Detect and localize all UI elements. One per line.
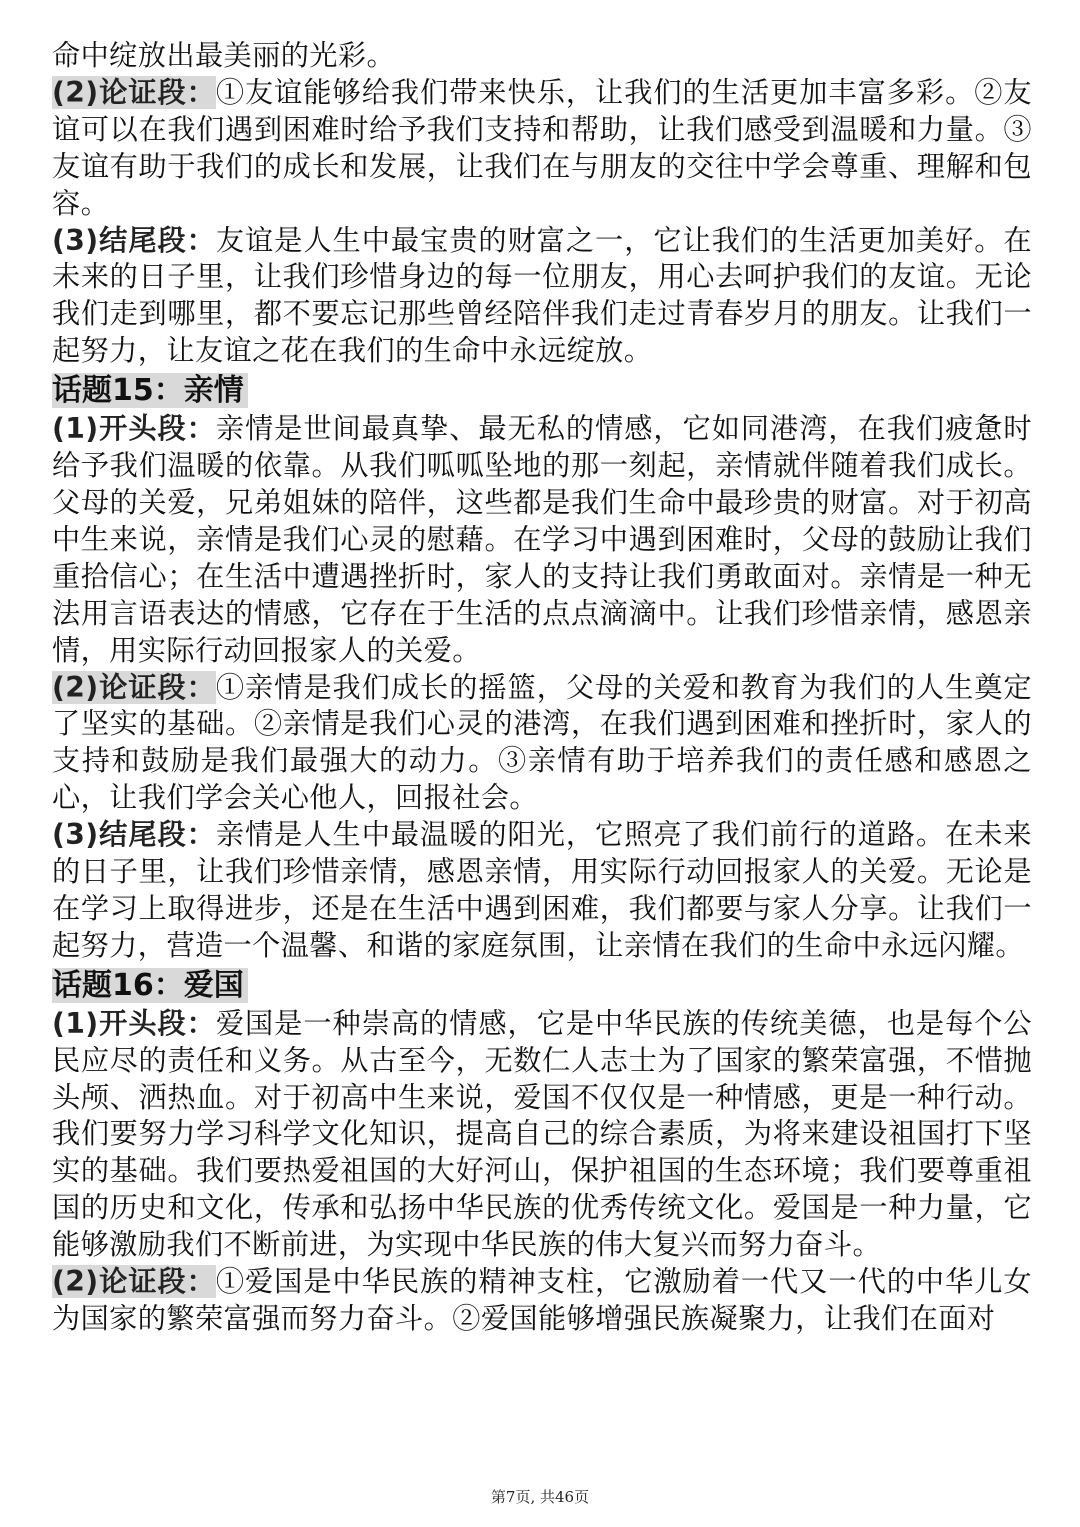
ending-label: (3)结尾段： <box>52 818 216 852</box>
topic-15-argument-paragraph <box>52 670 1032 818</box>
topic-16-title: 话题16：爱国 <box>52 968 248 1003</box>
topic-15-title: 话题15：亲情 <box>52 373 248 408</box>
topic-16-opening-paragraph <box>52 1006 1032 1264</box>
topic-16-argument-paragraph <box>52 1264 1032 1338</box>
intro-tail-paragraph <box>52 38 1032 75</box>
ending-text: 亲情是人生中最温暖的阳光，它照亮了我们前行的道路。在未来的日子里，让我们珍惜亲情，感恩亲情，用实际行动回报家人的关爱。无论是在学习上取得进步，还是在生活中遇到困难，我们都要与家人分享。让我们一起努力，营造一个温馨、和谐的家庭氛围，让亲情在我们的生命中永远闪耀。 <box>52 818 1032 962</box>
intro-tail-text: 命中绽放出最美丽的光彩。 <box>52 39 396 72</box>
argument-label: (2)论证段： <box>52 75 216 109</box>
argument-text: ①友谊能够给我们带来快乐，让我们的生活更加丰富多彩。②友谊可以在我们遇到困难时给予我们支持和帮助，让我们感受到温暖和力量。③友谊有助于我们的成长和发展，让我们在与朋友的交往中学会尊重、理解和包容。 <box>52 75 1032 220</box>
friendship-argument-paragraph <box>52 75 1032 223</box>
opening-text: 爱国是一种崇高的情感，它是中华民族的传统美德，也是每个公民应尽的责任和义务。从古至今，无数仁人志士为了国家的繁荣富强，不惜抛头颅、洒热血。对于初高中生来说，爱国不仅仅是一种情感，更是一种行动。我们要努力学习科学文化知识，提高自己的综合素质，为将来建设祖国打下坚实的基础。我们要热爱祖国的大好河山，保护祖国的生态环境；我们要尊重祖国的历史和文化，传承和弘扬中华民族的优秀传统文化。爱国是一种力量，它能够激励我们不断前进，为实现中华民族的伟大复兴而努力奋斗。 <box>52 1006 1032 1262</box>
topic-16-heading <box>52 967 1032 1005</box>
argument-label: (2)论证段： <box>52 670 216 704</box>
page-number-text: 第7页, 共46页 <box>490 1488 590 1506</box>
opening-label: (1)开头段： <box>52 1006 216 1040</box>
argument-text: ①亲情是我们成长的摇篮，父母的关爱和教育为我们的人生奠定了坚实的基础。②亲情是我们心灵的港湾，在我们遇到困难和挫折时，家人的支持和鼓励是我们最强大的动力。③亲情有助于培养我们的责任感和感恩之心，让我们学会关心他人，回报社会。 <box>52 670 1032 815</box>
argument-text: ①爱国是中华民族的精神支柱，它激励着一代又一代的中华儿女为国家的繁荣富强而努力奋斗。②爱国能够增强民族凝聚力，让我们在面对 <box>52 1265 1032 1335</box>
friendship-ending-paragraph <box>52 223 1032 371</box>
page-number-footer <box>0 1486 1080 1507</box>
argument-label: (2)论证段： <box>52 1265 216 1299</box>
topic-15-opening-paragraph <box>52 411 1032 669</box>
topic-15-ending-paragraph <box>52 817 1032 965</box>
opening-label: (1)开头段： <box>52 412 216 446</box>
ending-label: (3)结尾段： <box>52 223 216 257</box>
document-page <box>52 38 1032 1338</box>
ending-text: 友谊是人生中最宝贵的财富之一，它让我们的生活更加美好。在未来的日子里，让我们珍惜身边的每一位朋友，用心去呵护我们的友谊。无论我们走到哪里，都不要忘记那些曾经陪伴我们走过青春岁月的朋友。让我们一起努力，让友谊之花在我们的生命中永远绽放。 <box>52 223 1032 368</box>
topic-15-heading <box>52 372 1032 410</box>
opening-text: 亲情是世间最真挚、最无私的情感，它如同港湾，在我们疲惫时给予我们温暖的依靠。从我们呱呱坠地的那一刻起，亲情就伴随着我们成长。父母的关爱，兄弟姐妹的陪伴，这些都是我们生命中最珍贵的财富。对于初高中生来说，亲情是我们心灵的慰藉。在学习中遇到困难时，父母的鼓励让我们重拾信心；在生活中遭遇挫折时，家人的支持让我们勇敢面对。亲情是一种无法用言语表达的情感，它存在于生活的点点滴滴中。让我们珍惜亲情，感恩亲情，用实际行动回报家人的关爱。 <box>52 412 1032 667</box>
